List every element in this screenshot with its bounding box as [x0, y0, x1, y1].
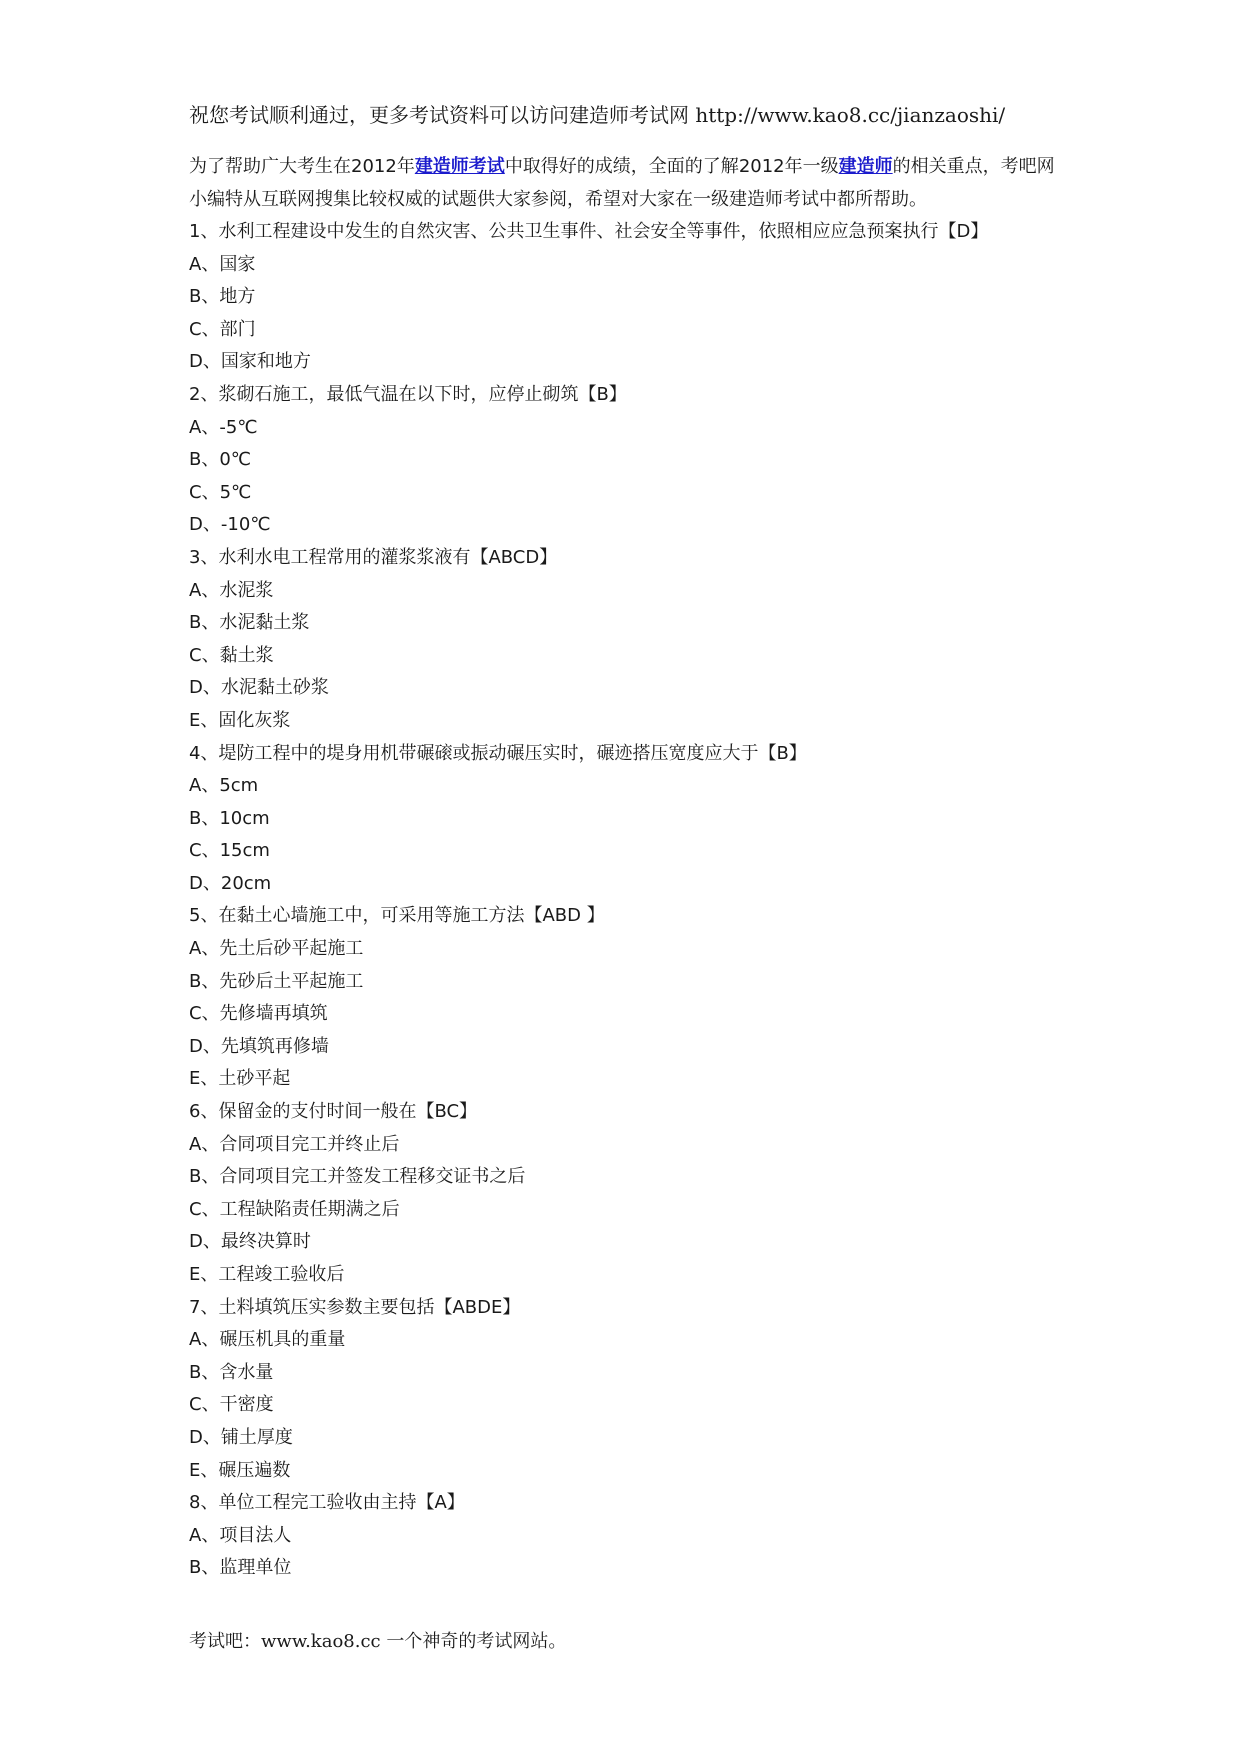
option-text: 10cm [219, 807, 270, 829]
option-label: B、 [189, 807, 220, 829]
question-3 [189, 542, 1089, 575]
option-label: D、 [189, 1426, 221, 1448]
intro-text-1: 为了帮助广大考生在 [189, 156, 351, 177]
option-item [189, 412, 1089, 445]
option-item [189, 509, 1089, 542]
option-text: 5℃ [219, 481, 252, 503]
header-text: 祝您考试顺利通过，更多考试资料可以访问建造师考试网 http://www.kao8.cc/jianzaoshi/ [189, 103, 1006, 127]
question-number: 7、 [189, 1296, 219, 1318]
option-label: C、 [189, 1003, 220, 1025]
answer-key: 【A】 [416, 1492, 465, 1514]
question-number: 2、 [189, 383, 219, 405]
option-item [189, 249, 1089, 282]
option-label: B、 [189, 1557, 220, 1579]
option-text: 最终决算时 [220, 1231, 311, 1253]
option-item [189, 1552, 1089, 1585]
question-text: 保留金的支付时间一般在 [218, 1101, 417, 1123]
question-text: 单位工程完工验收由主持 [218, 1492, 417, 1514]
answer-key: 【ABCD】 [470, 546, 558, 568]
option-item [189, 998, 1089, 1031]
option-text: 项目法人 [219, 1524, 292, 1546]
option-text: 铺土厚度 [220, 1426, 293, 1448]
option-item [189, 640, 1089, 673]
question-number: 3、 [189, 546, 219, 568]
option-label: D、 [189, 514, 221, 536]
option-item [189, 1520, 1089, 1553]
option-label: C、 [189, 644, 220, 666]
option-item [189, 1389, 1089, 1422]
option-label: C、 [189, 840, 220, 862]
option-item [189, 1161, 1089, 1194]
option-item [189, 1422, 1089, 1455]
option-item [189, 933, 1089, 966]
footer-text: 考试吧：www.kao8.cc 一个神奇的考试网站。 [189, 1631, 567, 1652]
option-item [189, 1259, 1089, 1292]
answer-key: 【ABD 】 [524, 905, 605, 927]
option-item [189, 868, 1089, 901]
question-number: 4、 [189, 742, 219, 764]
option-item [189, 1129, 1089, 1162]
question-6 [189, 1096, 1089, 1129]
question-8 [189, 1487, 1089, 1520]
option-text: 水泥浆 [219, 579, 274, 601]
question-number: 8、 [189, 1492, 219, 1514]
option-label: C、 [189, 318, 220, 340]
option-label: D、 [189, 351, 221, 373]
option-label: A、 [189, 253, 220, 275]
question-number: 6、 [189, 1101, 219, 1123]
option-label: E、 [189, 1264, 219, 1285]
option-label: B、 [189, 1166, 220, 1188]
option-item [189, 1455, 1089, 1488]
option-text: 0℃ [219, 449, 252, 471]
option-item [189, 1357, 1089, 1390]
question-text: 堤防工程中的堤身用机带碾磙或振动碾压实时，碾迹搭压宽度应大于 [218, 742, 759, 764]
option-label: A、 [189, 579, 220, 601]
option-text: 先修墙再填筑 [219, 1003, 328, 1025]
option-item [189, 1226, 1089, 1259]
question-text: 浆砌石施工，最低气温在以下时，应停止砌筑 [218, 383, 579, 405]
option-text: 先填筑再修墙 [220, 1035, 329, 1057]
option-text: 碾压遍数 [218, 1459, 291, 1481]
option-item [189, 575, 1089, 608]
option-text: 20cm [220, 872, 272, 894]
option-text: -5℃ [219, 416, 258, 438]
answer-key: 【BC】 [416, 1101, 478, 1123]
option-label: A、 [189, 1133, 220, 1155]
option-text: 15cm [219, 840, 270, 862]
question-4 [189, 738, 1089, 771]
option-label: A、 [189, 1329, 220, 1351]
option-text: 干密度 [219, 1394, 274, 1416]
option-label: D、 [189, 1035, 221, 1057]
option-item [189, 803, 1089, 836]
option-text: 含水量 [219, 1361, 274, 1383]
intro-paragraph [189, 150, 1069, 216]
option-item [189, 444, 1089, 477]
question-1 [189, 216, 1089, 249]
option-item [189, 1063, 1089, 1096]
option-item [189, 346, 1089, 379]
option-item [189, 672, 1089, 705]
option-text: 合同项目完工并签发工程移交证书之后 [219, 1166, 526, 1188]
option-label: D、 [189, 1231, 221, 1253]
question-5 [189, 900, 1089, 933]
option-item [189, 281, 1089, 314]
question-number: 1、 [189, 221, 219, 242]
option-label: A、 [189, 416, 220, 438]
option-text: 国家和地方 [220, 351, 311, 373]
option-label: D、 [189, 677, 221, 699]
option-text: 先土后砂平起施工 [219, 938, 364, 960]
constructor-link[interactable]: 建造师 [838, 156, 893, 177]
option-label: C、 [189, 481, 220, 503]
option-text: 部门 [219, 318, 256, 340]
option-item [189, 477, 1089, 510]
option-label: A、 [189, 938, 220, 960]
question-text: 土料填筑压实参数主要包括 [218, 1296, 435, 1318]
option-label: E、 [189, 1068, 219, 1090]
option-text: 监理单位 [219, 1557, 292, 1579]
option-label: E、 [189, 1459, 219, 1481]
option-text: 水泥黏土砂浆 [220, 677, 329, 699]
option-item [189, 835, 1089, 868]
question-number: 5、 [189, 905, 219, 927]
option-text: 国家 [219, 253, 256, 275]
question-text: 在黏土心墙施工中，可采用等施工方法 [218, 905, 525, 927]
option-label: A、 [189, 775, 220, 797]
option-label: B、 [189, 286, 220, 308]
option-item [189, 705, 1089, 738]
option-label: B、 [189, 1361, 220, 1383]
option-label: B、 [189, 970, 220, 992]
option-item [189, 1324, 1089, 1357]
option-label: E、 [189, 709, 219, 731]
option-text: 地方 [219, 286, 256, 308]
option-text: 碾压机具的重量 [219, 1329, 346, 1351]
option-text: 黏土浆 [219, 644, 274, 666]
option-text: 土砂平起 [218, 1068, 291, 1090]
option-item [189, 607, 1089, 640]
option-text: 工程竣工验收后 [218, 1264, 345, 1285]
option-text: 5cm [219, 775, 259, 797]
intro-text-5: 的相关重点，考吧网小编特从互联网搜集比较权威的试题供大家参阅，希望对大家在一级建造师考试中都所帮助。 [189, 156, 1055, 210]
option-text: -10℃ [220, 514, 271, 536]
option-item [189, 1031, 1089, 1064]
intro-text-3: 中取得好的成绩，全面的了解 [504, 156, 739, 177]
question-text: 水利工程建设中发生的自然灾害、公共卫生事件、社会安全等事件，依照相应应急预案执行 [218, 221, 939, 242]
intro-year-2: 2012 [738, 156, 785, 177]
option-item [189, 1194, 1089, 1227]
option-item [189, 770, 1089, 803]
option-text: 固化灰浆 [218, 709, 291, 731]
intro-text-2: 年 [396, 156, 415, 177]
answer-key: 【ABDE】 [434, 1296, 521, 1318]
exam-link[interactable]: 建造师考试 [414, 156, 505, 177]
option-label: C、 [189, 1198, 220, 1220]
option-text: 合同项目完工并终止后 [219, 1133, 400, 1155]
question-7 [189, 1292, 1089, 1325]
answer-key: 【B】 [758, 742, 807, 764]
intro-year-1: 2012 [351, 156, 397, 177]
option-label: B、 [189, 449, 220, 471]
option-label: A、 [189, 1524, 220, 1546]
question-2 [189, 379, 1089, 412]
option-label: C、 [189, 1394, 220, 1416]
intro-text-4: 年一级 [784, 156, 839, 177]
option-item [189, 314, 1089, 347]
option-text: 先砂后土平起施工 [219, 970, 364, 992]
question-text: 水利水电工程常用的灌浆浆液有 [218, 546, 471, 568]
option-text: 水泥黏土浆 [219, 612, 310, 634]
question-list [189, 216, 1089, 1585]
option-label: B、 [189, 612, 220, 634]
answer-key: 【D】 [938, 221, 989, 242]
option-item [189, 966, 1089, 999]
option-label: D、 [189, 872, 221, 894]
option-text: 工程缺陷责任期满之后 [219, 1198, 400, 1220]
answer-key: 【B】 [578, 383, 627, 405]
